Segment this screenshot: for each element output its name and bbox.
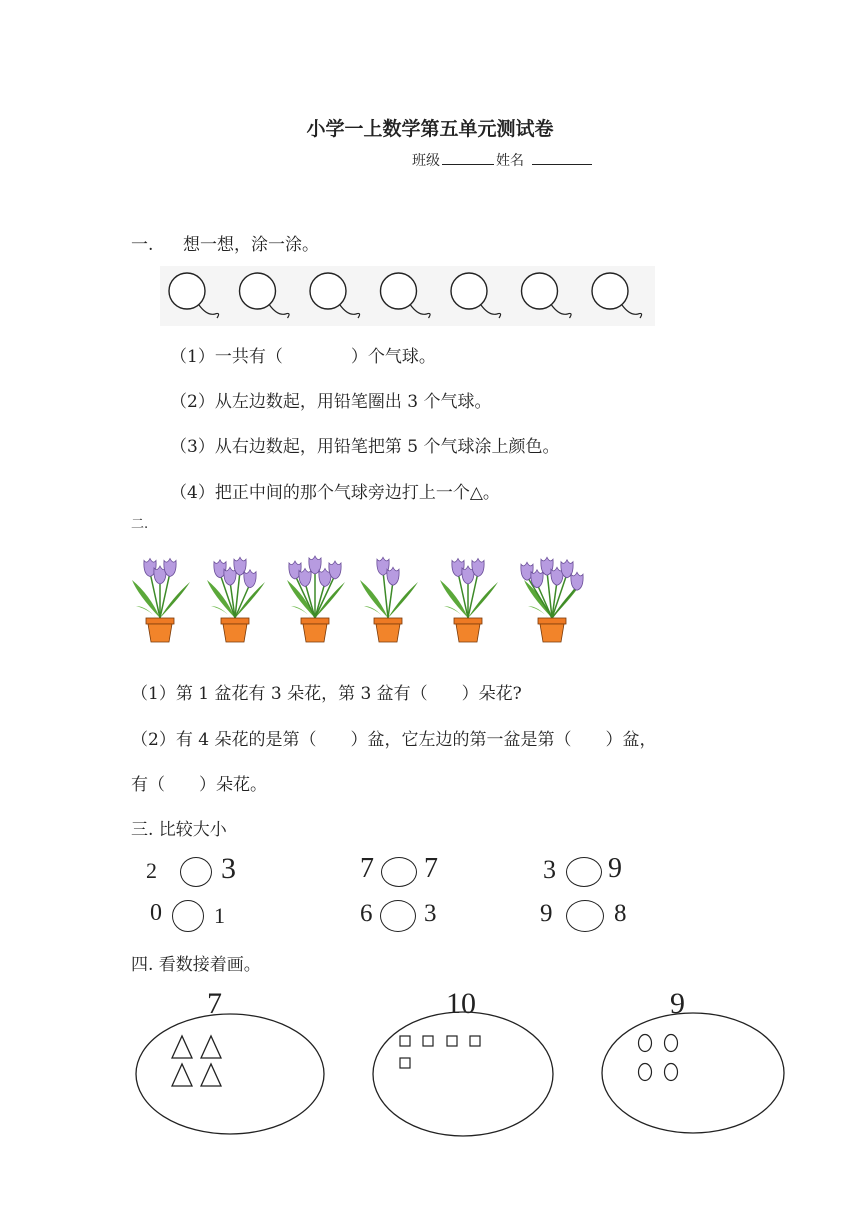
circle-2	[665, 1035, 678, 1052]
compare-1-left: 2	[146, 858, 157, 883]
circle-3	[639, 1064, 652, 1081]
compare-2-left: 7	[360, 853, 374, 884]
compare-5-left: 6	[360, 900, 373, 927]
circle-1	[639, 1035, 652, 1052]
name-label: 姓名	[496, 153, 524, 169]
draw-oval-1[interactable]	[136, 1014, 324, 1134]
draw-oval-3[interactable]	[602, 1013, 784, 1133]
section4-heading: 四. 看数接着画。	[131, 955, 261, 975]
triangle-3	[172, 1064, 192, 1086]
square-1	[400, 1036, 410, 1046]
circle-4	[665, 1064, 678, 1081]
triangle-2	[201, 1036, 221, 1058]
draw-number-2: 10	[446, 987, 476, 1020]
compare-6-right: 8	[614, 900, 627, 927]
square-2	[423, 1036, 433, 1046]
compare-5-right: 3	[424, 900, 437, 927]
square-4	[470, 1036, 480, 1046]
triangle-1	[172, 1036, 192, 1058]
page-title: 小学一上数学第五单元测试卷	[306, 118, 554, 140]
compare-3-left: 3	[543, 855, 556, 884]
compare-6-left: 9	[540, 900, 553, 927]
section1-heading: 一.	[131, 235, 154, 255]
compare-3-right: 9	[608, 853, 622, 884]
square-5	[400, 1058, 410, 1068]
section1-instruction: 想一想，涂一涂。	[183, 235, 319, 255]
section1-item-3: （3）从右边数起，用铅笔把第 5 个气球涂上颜色。	[170, 437, 560, 457]
triangle-4	[201, 1064, 221, 1086]
section1-item-1: （1）一共有（ ）个气球。	[170, 347, 436, 367]
draw-number-3: 9	[670, 987, 685, 1020]
draw-oval-2[interactable]	[373, 1012, 553, 1136]
section1-item-4: （4）把正中间的那个气球旁边打上一个△。	[170, 483, 500, 503]
section2-heading: 二.	[131, 517, 149, 532]
section2-item-2: （2）有 4 朵花的是第（ ）盆，它左边的第一盆是第（ ）盆，	[131, 730, 657, 750]
class-label: 班级	[412, 153, 440, 169]
compare-2-right: 7	[424, 853, 438, 884]
draw-number-1: 7	[207, 987, 222, 1020]
section2-item-1: （1）第 1 盆花有 3 朵花，第 3 盆有（ ）朵花?	[131, 684, 522, 704]
compare-1-right: 3	[221, 852, 236, 885]
section1-item-2: （2）从左边数起，用铅笔圈出 3 个气球。	[170, 392, 492, 412]
section2-item-3: 有（ ）朵花。	[131, 775, 267, 795]
compare-4-left: 0	[150, 900, 162, 926]
section3-heading: 三. 比较大小	[131, 820, 227, 840]
compare-4-right: 1	[214, 903, 225, 928]
square-3	[447, 1036, 457, 1046]
